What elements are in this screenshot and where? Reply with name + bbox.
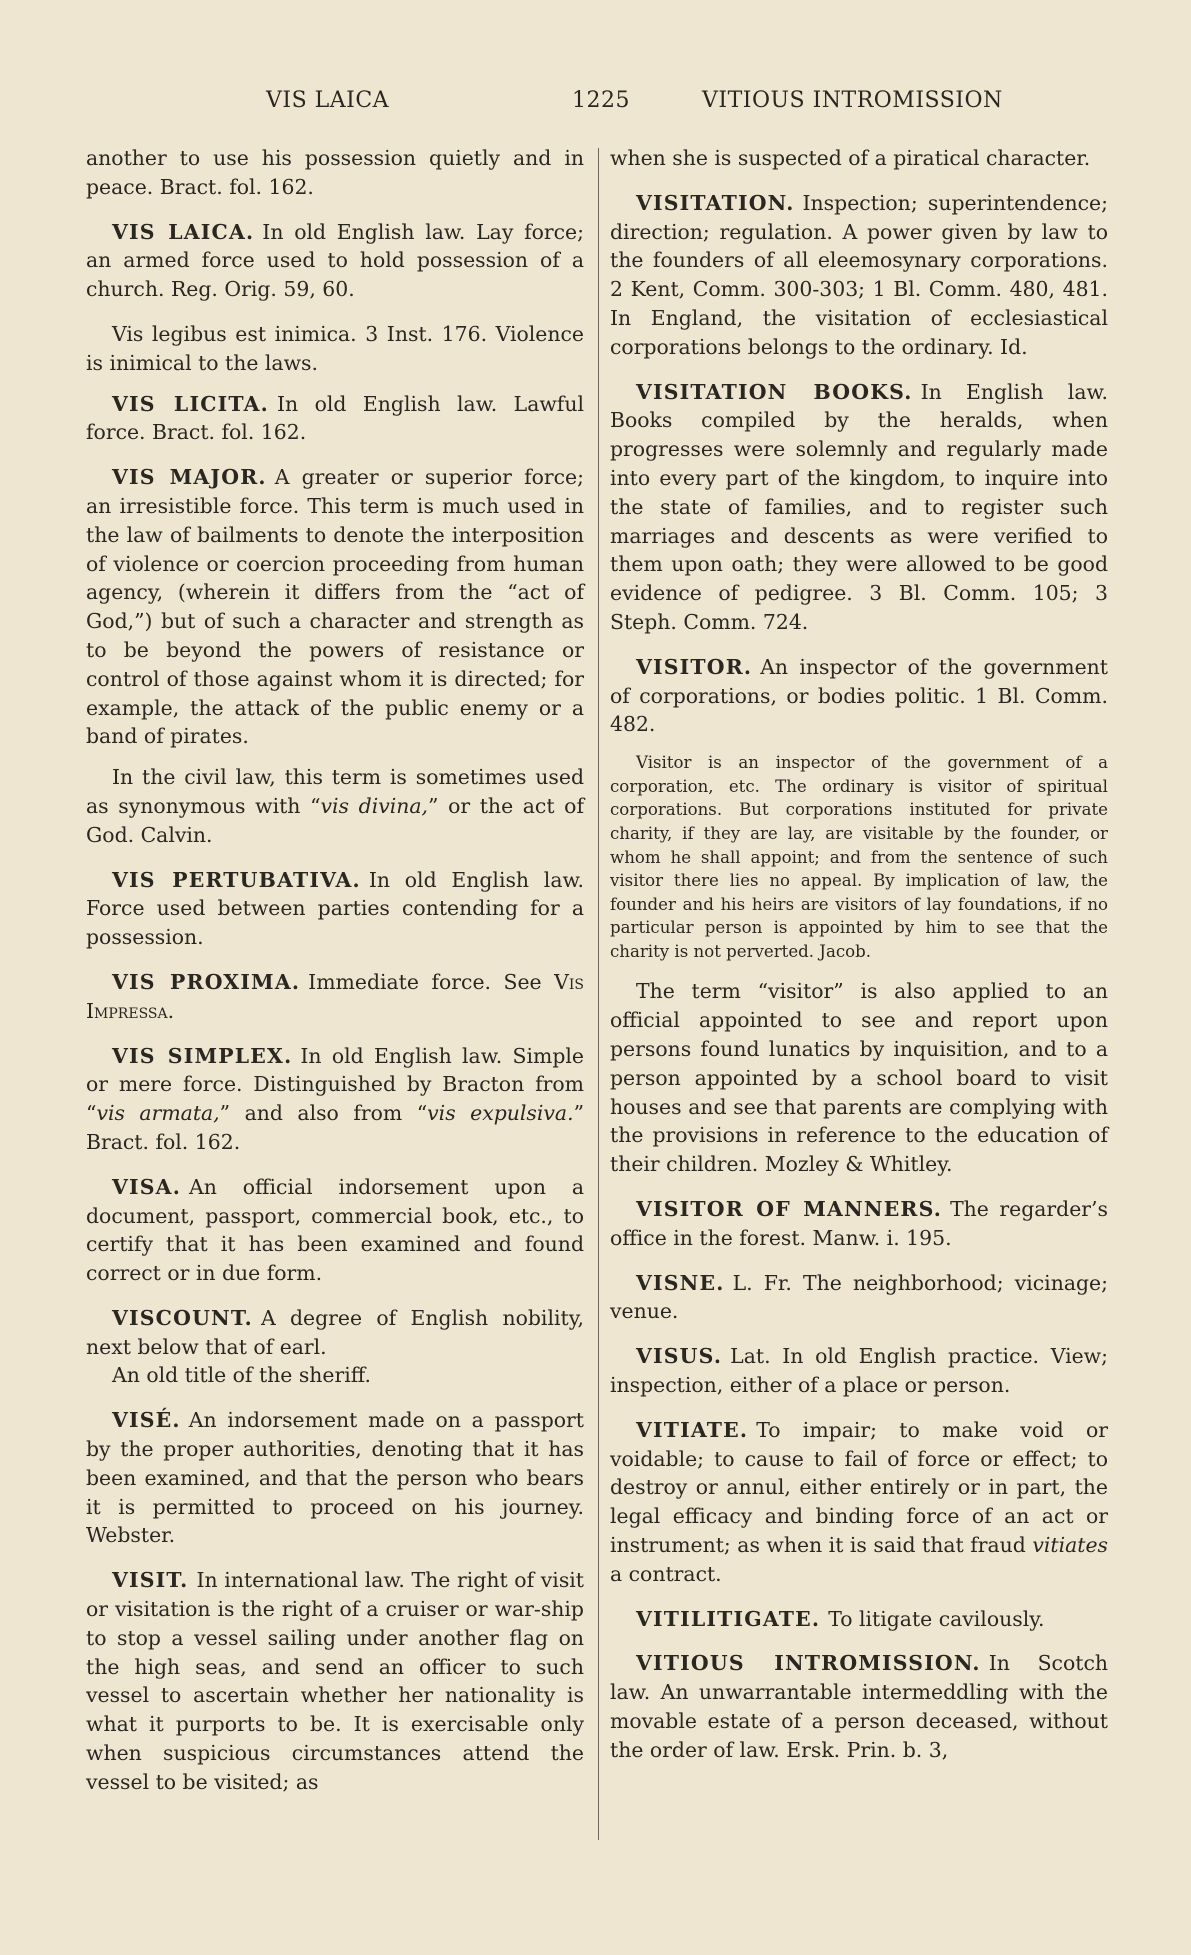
vis-major-civil-law: In the civil law, this term is sometimes used as synonymous with “vis divina,” or the act of God. Calvin. [86, 765, 584, 847]
header-right-guide-word: VITIOUS INTROMISSION [702, 88, 1003, 113]
entry-viscount [86, 1304, 584, 1362]
italic-term: vis expulsiva. [427, 1101, 574, 1126]
headword: VITIATE. [636, 1417, 749, 1442]
definition: In old English law. Lay force; an armed force used to hold possession of a church. Reg. Orig. 59, 60. [86, 219, 584, 302]
entry-visa [86, 1173, 584, 1288]
headword: VISITATION BOOKS. [636, 379, 913, 404]
definition: In old English law. Lawful force. Bract. fol. 162. [86, 391, 584, 445]
entry-vitilitigate [610, 1605, 1108, 1634]
entry-vis-legibus [86, 320, 584, 378]
headword: VISÉ. [112, 1408, 181, 1433]
continuation-text: another to use his possession quietly and in peace. Bract. fol. 162. [86, 146, 584, 199]
entry-vise [86, 1406, 584, 1550]
headword: VISIT. [112, 1568, 189, 1593]
entry-visitor-of-manners [610, 1195, 1108, 1253]
definition: To litigate cavilously. [828, 1606, 1045, 1631]
definition: The regarder’s office in the forest. Manw. i. 195. [610, 1197, 1108, 1250]
headword: VISCOUNT. [112, 1305, 253, 1330]
italic-term: vis armata, [96, 1101, 220, 1126]
headword: VISA. [112, 1174, 182, 1199]
definition: An indorsement made on a passport by the proper authorities, denoting that it has been examined, and that the person who bears it is permitted to proceed on his journey. Webster. [86, 1408, 584, 1548]
definition: Inspection; superintendence; direction; regulation. A power given by law to the founders of all eleemosynary corporations. 2 Kent, Comm. 300-303; 1 Bl. Comm. 480, 481. In England, the visitation of ecclesiastical corporations belongs to the ordinary. Id. [610, 190, 1108, 359]
entry-visit [86, 1566, 584, 1796]
left-column [86, 144, 584, 1813]
definition: Immediate force. See [308, 969, 542, 994]
page-number: 1225 [572, 88, 630, 113]
definition: A degree of English nobility, next below that of earl. [86, 1305, 584, 1359]
headword: VIS LICITA. [112, 391, 269, 416]
viscount-second-sense: An old title of the sheriff. [112, 1363, 372, 1388]
visitor-quoted-note: Visitor is an inspector of the government of a corporation, etc. The ordinary is visitor of spiritual corporations. But corporations instituted for private charity, if they are lay, are visitable by the founder, or whom he shall appoint; and from the sentence of such visitor there lies no appeal. By implication of law, the founder and his heirs are visitors of lay foundations, if no particular person is appointed by him to see that the charity is not perverted. Jacob. [610, 753, 1108, 961]
headword: VITIOUS INTROMISSION. [636, 1651, 981, 1676]
entry-visitation [610, 189, 1108, 362]
entry-vis-licita [86, 390, 584, 448]
definition: An official indorsement upon a document, passport, commercial book, etc., to certify that it has been examined and found correct or in due form. [86, 1174, 584, 1286]
header-left-guide-word: VIS LAICA [266, 88, 390, 113]
headword: VISITATION. [636, 190, 795, 215]
entry-vis-proxima [86, 968, 584, 1026]
headword: VISITOR. [636, 654, 753, 679]
entry-visne [610, 1269, 1108, 1327]
definition: L. Fr. The neighborhood; vicinage; venue. [610, 1270, 1108, 1324]
italic-term: vis divina, [320, 793, 429, 818]
maxim-text: Vis legibus est inimica. 3 Inst. 176. Violence is inimical to the laws. [86, 321, 584, 375]
headword: VIS LAICA. [112, 219, 255, 244]
italic-term: vitiates [1032, 1533, 1108, 1558]
continuation-text: when she is suspected of a piratical character. [610, 146, 1091, 170]
definition: Lat. In old English practice. View; inspection, either of a place or person. [610, 1344, 1108, 1398]
entry-vis-simplex: VIS SIMPLEX. In old English law. Simple or mere force. Distinguished by Bracton from “vis armata,” and also from “vis expulsiva.” Bract. fol. 162. [86, 1043, 585, 1154]
entry-visitor [610, 653, 1108, 739]
running-header [0, 88, 1191, 120]
headword: VIS PERTUBATIVA. [112, 867, 361, 892]
headword: VITILITIGATE. [636, 1606, 821, 1631]
headword: VIS SIMPLEX. [112, 1043, 293, 1068]
cross-reference: Vis Impressa. [86, 969, 585, 1023]
visitor-additional-sense: The term “visitor” is also applied to an official appointed to see and report upon persons found lunatics by inquisition, and to a person appointed by a school board to visit houses and see that parents are complying with the provisions in reference to the education of their children. Mozley & Whitley. [610, 979, 1108, 1177]
definition: In old English law. Force used between parties contending for a possession. [86, 867, 584, 950]
entry-vitious-intromission [610, 1649, 1108, 1764]
headword: VIS MAJOR. [112, 465, 267, 490]
entry-vitiate: VITIATE. To impair; to make void or voidable; to cause to fail of force or effect; to destroy or annul, either entirely or in part, the legal efficacy and binding force of an act or instrument; as when it is said that fraud vitiates a contract. [610, 1417, 1108, 1586]
headword: VISUS. [636, 1344, 723, 1369]
headword: VIS PROXIMA. [112, 969, 301, 994]
right-column [610, 144, 1108, 1781]
entry-visitation-books [610, 378, 1108, 637]
entry-visus [610, 1342, 1108, 1400]
column-divider [598, 148, 599, 1840]
definition: In English law. Books compiled by the heralds, when progresses were solemnly and regularly made into every part of the kingdom, to inquire into the state of families, and to register such marriages and descents as were verified to them upon oath; they were allowed to be good evidence of pedigree. 3 Bl. Comm. 105; 3 Steph. Comm. 724. [610, 379, 1108, 634]
headword: VISNE. [636, 1270, 725, 1295]
headword: VISITOR OF MANNERS. [636, 1197, 943, 1222]
definition: In international law. The right of visit or visitation is the right of a cruiser or war-ship to stop a vessel sailing under another flag on the high seas, and send an officer to such vessel to ascertain whether her nationality is what it purports to be. It is exercisable only when suspicious circumstances attend the vessel to be visited; as [86, 1568, 584, 1794]
definition: A greater or superior force; an irresistible force. This term is much used in the law of bailments to denote the interposition of violence or coercion proceeding from human agency, (wherein it differs from the “act of God,”) but of such a character and strength as to be beyond the powers of resistance or control of those against whom it is directed; for example, the attack of the public enemy or a band of pirates. [86, 465, 584, 749]
definition: In Scotch law. An unwarrantable intermeddling with the movable estate of a person deceased, without the order of law. Ersk. Prin. b. 3, [610, 1651, 1108, 1762]
entry-vis-pertubativa [86, 866, 584, 952]
definition: An inspector of the government of corporations, or bodies politic. 1 Bl. Comm. 482. [610, 654, 1108, 737]
entry-vis-laica [86, 218, 584, 304]
entry-vis-major [86, 463, 584, 751]
